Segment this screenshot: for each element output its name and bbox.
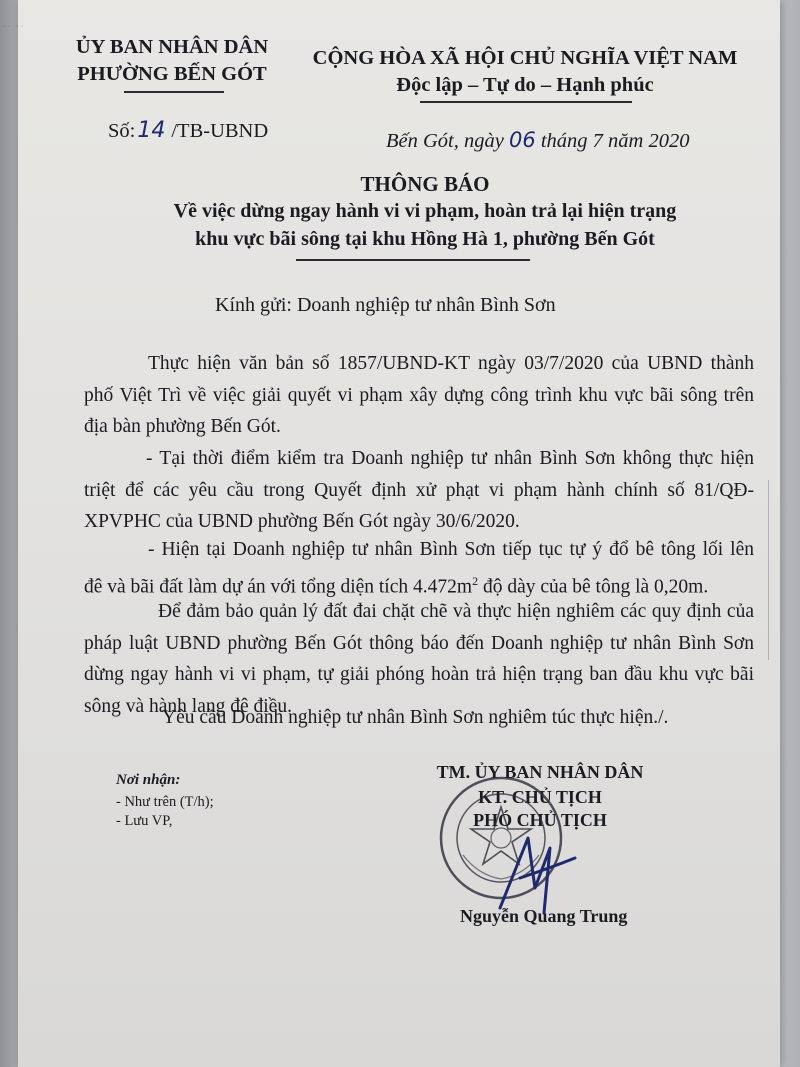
bleed-through-text: ·· ·· xyxy=(2,20,25,35)
signature-line1: TM. ỦY BAN NHÂN DÂN xyxy=(436,762,644,782)
paragraph-4-line: pháp luật UBND phường Bến Gót thông báo đến Doanh nghiệp tư nhân Bình Sơn xyxy=(84,632,754,654)
title-underline xyxy=(296,259,530,261)
paragraph-5: Yêu cầu Doanh nghiệp tư nhân Bình Sơn nghiêm túc thực hiện./. xyxy=(162,707,669,728)
recipient-line: Kính gửi: Doanh nghiệp tư nhân Bình Sơn xyxy=(215,294,556,316)
paragraph-2-line: - Tại thời điểm kiểm tra Doanh nghiệp tư nhân Bình Sơn không thực hiện xyxy=(146,448,754,469)
recipients-item: - Lưu VP, xyxy=(116,813,173,829)
paragraph-3-line: - Hiện tại Doanh nghiệp tư nhân Bình Sơn tiếp tục tự ý đổ bê tông lối lên xyxy=(148,539,754,560)
document-number xyxy=(108,118,268,143)
paragraph-4 xyxy=(84,596,754,722)
doc-number-prefix: Số: xyxy=(108,120,136,142)
paragraph-2-line: XPVPHC của UBND phường Bến Gót ngày 30/6/2020. xyxy=(84,511,520,532)
place-date-prefix: Bến Gót, ngày xyxy=(386,130,504,152)
notice-subtitle-line1: Về việc dừng ngay hành vi vi phạm, hoàn trả lại hiện trạng xyxy=(173,200,677,222)
paragraph-1-line: địa bàn phường Bến Gót. xyxy=(84,416,281,437)
agency-name-line2: PHƯỜNG BẾN GÓT xyxy=(77,63,267,85)
doc-number-handwritten: 14 xyxy=(137,118,166,143)
paragraph-4-line: Để đảm bảo quản lý đất đai chặt chẽ và thực hiện nghiêm các quy định của xyxy=(158,601,754,622)
agency-name-line1: ỦY BAN NHÂN DÂN xyxy=(75,36,269,58)
signer-name: Nguyễn Quang Trung xyxy=(460,906,628,926)
paragraph-3 xyxy=(84,534,754,603)
recipients-item: - Như trên (T/h); xyxy=(116,794,214,810)
handwritten-signature xyxy=(480,818,590,918)
paragraph-1-line: Thực hiện văn bản số 1857/UBND-KT ngày 03/7/2020 của UBND thành xyxy=(148,353,754,374)
area-text: đê và bãi đất làm dự án với tổng diện tích 4.472m xyxy=(84,576,473,597)
place-date xyxy=(386,128,689,153)
day-handwritten: 06 xyxy=(508,128,536,152)
paragraph-4-line: sông và hành lang đê điều. xyxy=(84,695,292,717)
paragraph-1-line: phố Việt Trì về việc giải quyết vi phạm xây dựng công trình khu vực bãi sông trên xyxy=(84,384,754,406)
paragraph-2 xyxy=(84,443,754,538)
place-date-suffix: tháng 7 năm 2020 xyxy=(540,130,690,152)
notice-subtitle-line2: khu vực bãi sông tại khu Hồng Hà 1, phường Bến Gót xyxy=(195,228,655,250)
notice-heading: THÔNG BÁO xyxy=(360,172,490,196)
agency-underline xyxy=(124,91,224,93)
paragraph-1 xyxy=(84,348,754,443)
signature-line3: PHÓ CHỦ TỊCH xyxy=(473,810,607,830)
paragraph-2-line: triệt để các yêu cầu trong Quyết định xử phạt vi phạm hành chính số 81/QĐ- xyxy=(84,479,754,501)
country-name: CỘNG HÒA XÃ HỘI CHỦ NGHĨA VIỆT NAM xyxy=(312,47,738,69)
signature-line2: KT. CHỦ TỊCH xyxy=(478,787,602,807)
motto-underline xyxy=(420,101,632,103)
paragraph-4-line: dừng ngay hành vi vi phạm, tự giải phóng hoàn trả hiện trạng ban đầu khu vực bãi xyxy=(84,664,754,685)
national-motto: Độc lập – Tự do – Hạnh phúc xyxy=(396,74,654,96)
thickness-text: độ dày của bê tông là 0,20m. xyxy=(478,576,709,597)
adjacent-page-edge xyxy=(768,480,799,660)
doc-number-suffix: /TB-UBND xyxy=(171,120,269,142)
recipients-label: Nơi nhận: xyxy=(116,772,181,788)
area-unit-superscript: 2 xyxy=(472,573,479,588)
